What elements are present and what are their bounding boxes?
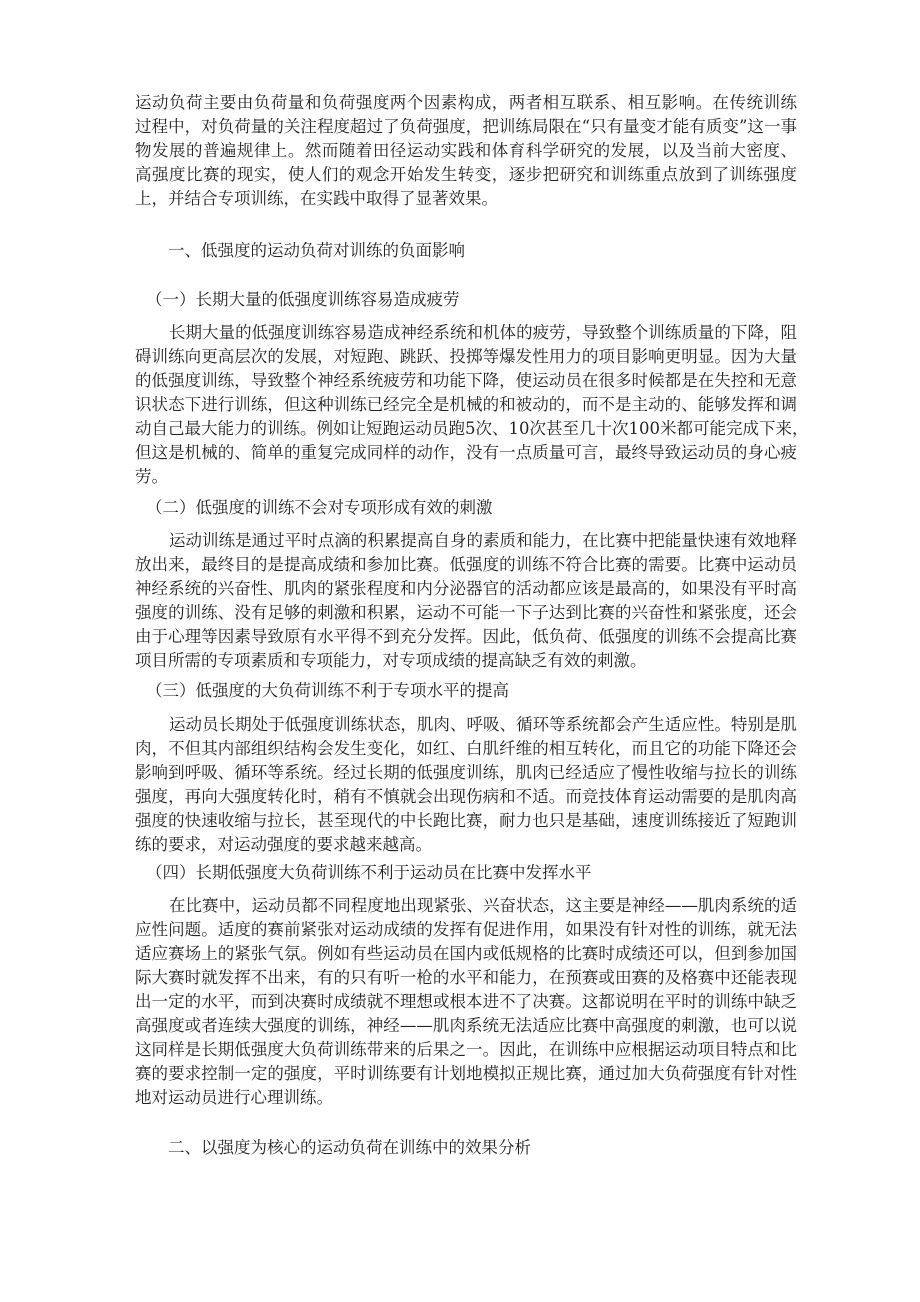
- text-line: 运动员长期处于低强度训练状态，肌肉、呼吸、循环等系统都会产生适应性。特别是肌: [169, 715, 797, 734]
- text-line: 劳。: [135, 467, 168, 486]
- text-line: 物发展的普遍规律上。然而随着田径运动实践和体育科学研究的发展，以及当前大密度、: [135, 141, 797, 160]
- text-line: 的低强度训练，导致整个神经系统疲劳和功能下降，使运动员在很多时候都是在失控和无意: [135, 371, 797, 390]
- text-line: 但这是机械的、简单的重复完成同样的动作，没有一点质量可言，最终导致运动员的身心疲: [135, 443, 797, 462]
- text-line: 强度的快速收缩与拉长，甚至现代的中长跑比赛，耐力也只是基础，速度训练接近了短跑训: [135, 811, 797, 830]
- text-line: 适应赛场上的紧张气氛。例如有些运动员在国内或低规格的比赛时成绩还可以，但到参加国: [135, 944, 797, 963]
- text-line: 赛的要求控制一定的强度，平时训练要有计划地模拟正规比赛，通过加大负荷强度有针对性: [135, 1064, 797, 1083]
- text-line: 地对运动员进行心理训练。: [135, 1088, 333, 1107]
- paragraph-4: [135, 894, 797, 1110]
- text-line: 神经系统的兴奋性、肌肉的紧张程度和内分泌器官的活动都应该是最高的，如果没有平时高: [135, 579, 797, 598]
- section-heading-2: 二、以强度为核心的运动负荷在训练中的效果分析: [168, 1138, 531, 1157]
- text-line: 肉，不但其内部组织结构会发生变化，如红、白肌纤维的相互转化，而且它的功能下降还会: [135, 739, 797, 758]
- text-line: 动自己最大能力的训练。例如让短跑运动员跑5次、10次甚至几十次100米都可能完成下来，: [135, 419, 809, 438]
- text-line: 应性问题。适度的赛前紧张对运动成绩的发挥有促进作用，如果没有针对性的训练，就无法: [135, 920, 797, 939]
- text-line: 高强度比赛的现实，使人们的观念开始发生转变，逐步把研究和训练重点放到了训练强度: [135, 165, 797, 184]
- intro-paragraph: [135, 91, 797, 211]
- text-line: 强度，再向大强度转化时，稍有不慎就会出现伤病和不适。而竞技体育运动需要的是肌肉高: [135, 787, 797, 806]
- text-line: 在比赛中，运动员都不同程度地出现紧张、兴奋状态，这主要是神经——肌肉系统的适: [169, 896, 797, 915]
- text-line: 高强度或者连续大强度的训练，神经——肌肉系统无法适应比赛中高强度的刺激，也可以说: [135, 1016, 797, 1035]
- text-line: 由于心理等因素导致原有水平得不到充分发挥。因此，低负荷、低强度的训练不会提高比赛: [135, 627, 797, 646]
- paragraph-1: [135, 321, 809, 489]
- text-line: 项目所需的专项素质和专项能力，对专项成绩的提高缺乏有效的刺激。: [135, 651, 647, 670]
- text-line: 放出来，最终目的是提高成绩和参加比赛。低强度的训练不符合比赛的需要。比赛中运动员: [135, 555, 797, 574]
- text-line: 练的要求，对运动强度的要求越来越高。: [135, 835, 432, 854]
- text-line: 运动负荷主要由负荷量和负荷强度两个因素构成，两者相互联系、相互影响。在传统训练: [135, 93, 797, 112]
- text-line: 际大赛时就发挥不出来，有的只有听一枪的水平和能力，在预赛或田赛的及格赛中还能表现: [135, 968, 797, 987]
- text-line: 这同样是长期低强度大负荷训练带来的后果之一。因此，在训练中应根据运动项目特点和比: [135, 1040, 797, 1059]
- subheading-2: （二）低强度的训练不会对专项形成有效的刺激: [146, 498, 493, 517]
- paragraph-3: [135, 713, 797, 857]
- text-line: 长期大量的低强度训练容易造成神经系统和机体的疲劳，导致整个训练质量的下降，阻: [169, 323, 797, 342]
- text-line: 运动训练是通过平时点滴的积累提高自身的素质和能力，在比赛中把能量快速有效地释: [169, 531, 797, 550]
- text-line: 强度的训练、没有足够的刺激和积累，运动不可能一下子达到比赛的兴奋性和紧张度，还会: [135, 603, 797, 622]
- text-line: 上，并结合专项训练，在实践中取得了显著效果。: [135, 189, 498, 208]
- text-line: 碍训练向更高层次的发展，对短跑、跳跃、投掷等爆发性用力的项目影响更明显。因为大量: [135, 347, 797, 366]
- text-line: 识状态下进行训练，但这种训练已经完全是机械的和被动的，而不是主动的、能够发挥和调: [135, 395, 797, 414]
- paragraph-2: [135, 529, 797, 673]
- text-line: 影响到呼吸、循环等系统。经过长期的低强度训练，肌肉已经适应了慢性收缩与拉长的训练: [135, 763, 797, 782]
- section-heading-1: 一、低强度的运动负荷对训练的负面影响: [168, 241, 465, 260]
- subheading-4: （四）长期低强度大负荷训练不利于运动员在比赛中发挥水平: [146, 863, 592, 882]
- text-line: 过程中，对负荷量的关注程度超过了负荷强度，把训练局限在“只有量变才能有质变”这一事: [135, 117, 797, 136]
- subheading-3: （三）低强度的大负荷训练不利于专项水平的提高: [146, 681, 509, 700]
- subheading-1: （一）长期大量的低强度训练容易造成疲劳: [146, 290, 460, 309]
- text-line: 出一定的水平，而到决赛时成绩就不理想或根本进不了决赛。这都说明在平时的训练中缺乏: [135, 992, 797, 1011]
